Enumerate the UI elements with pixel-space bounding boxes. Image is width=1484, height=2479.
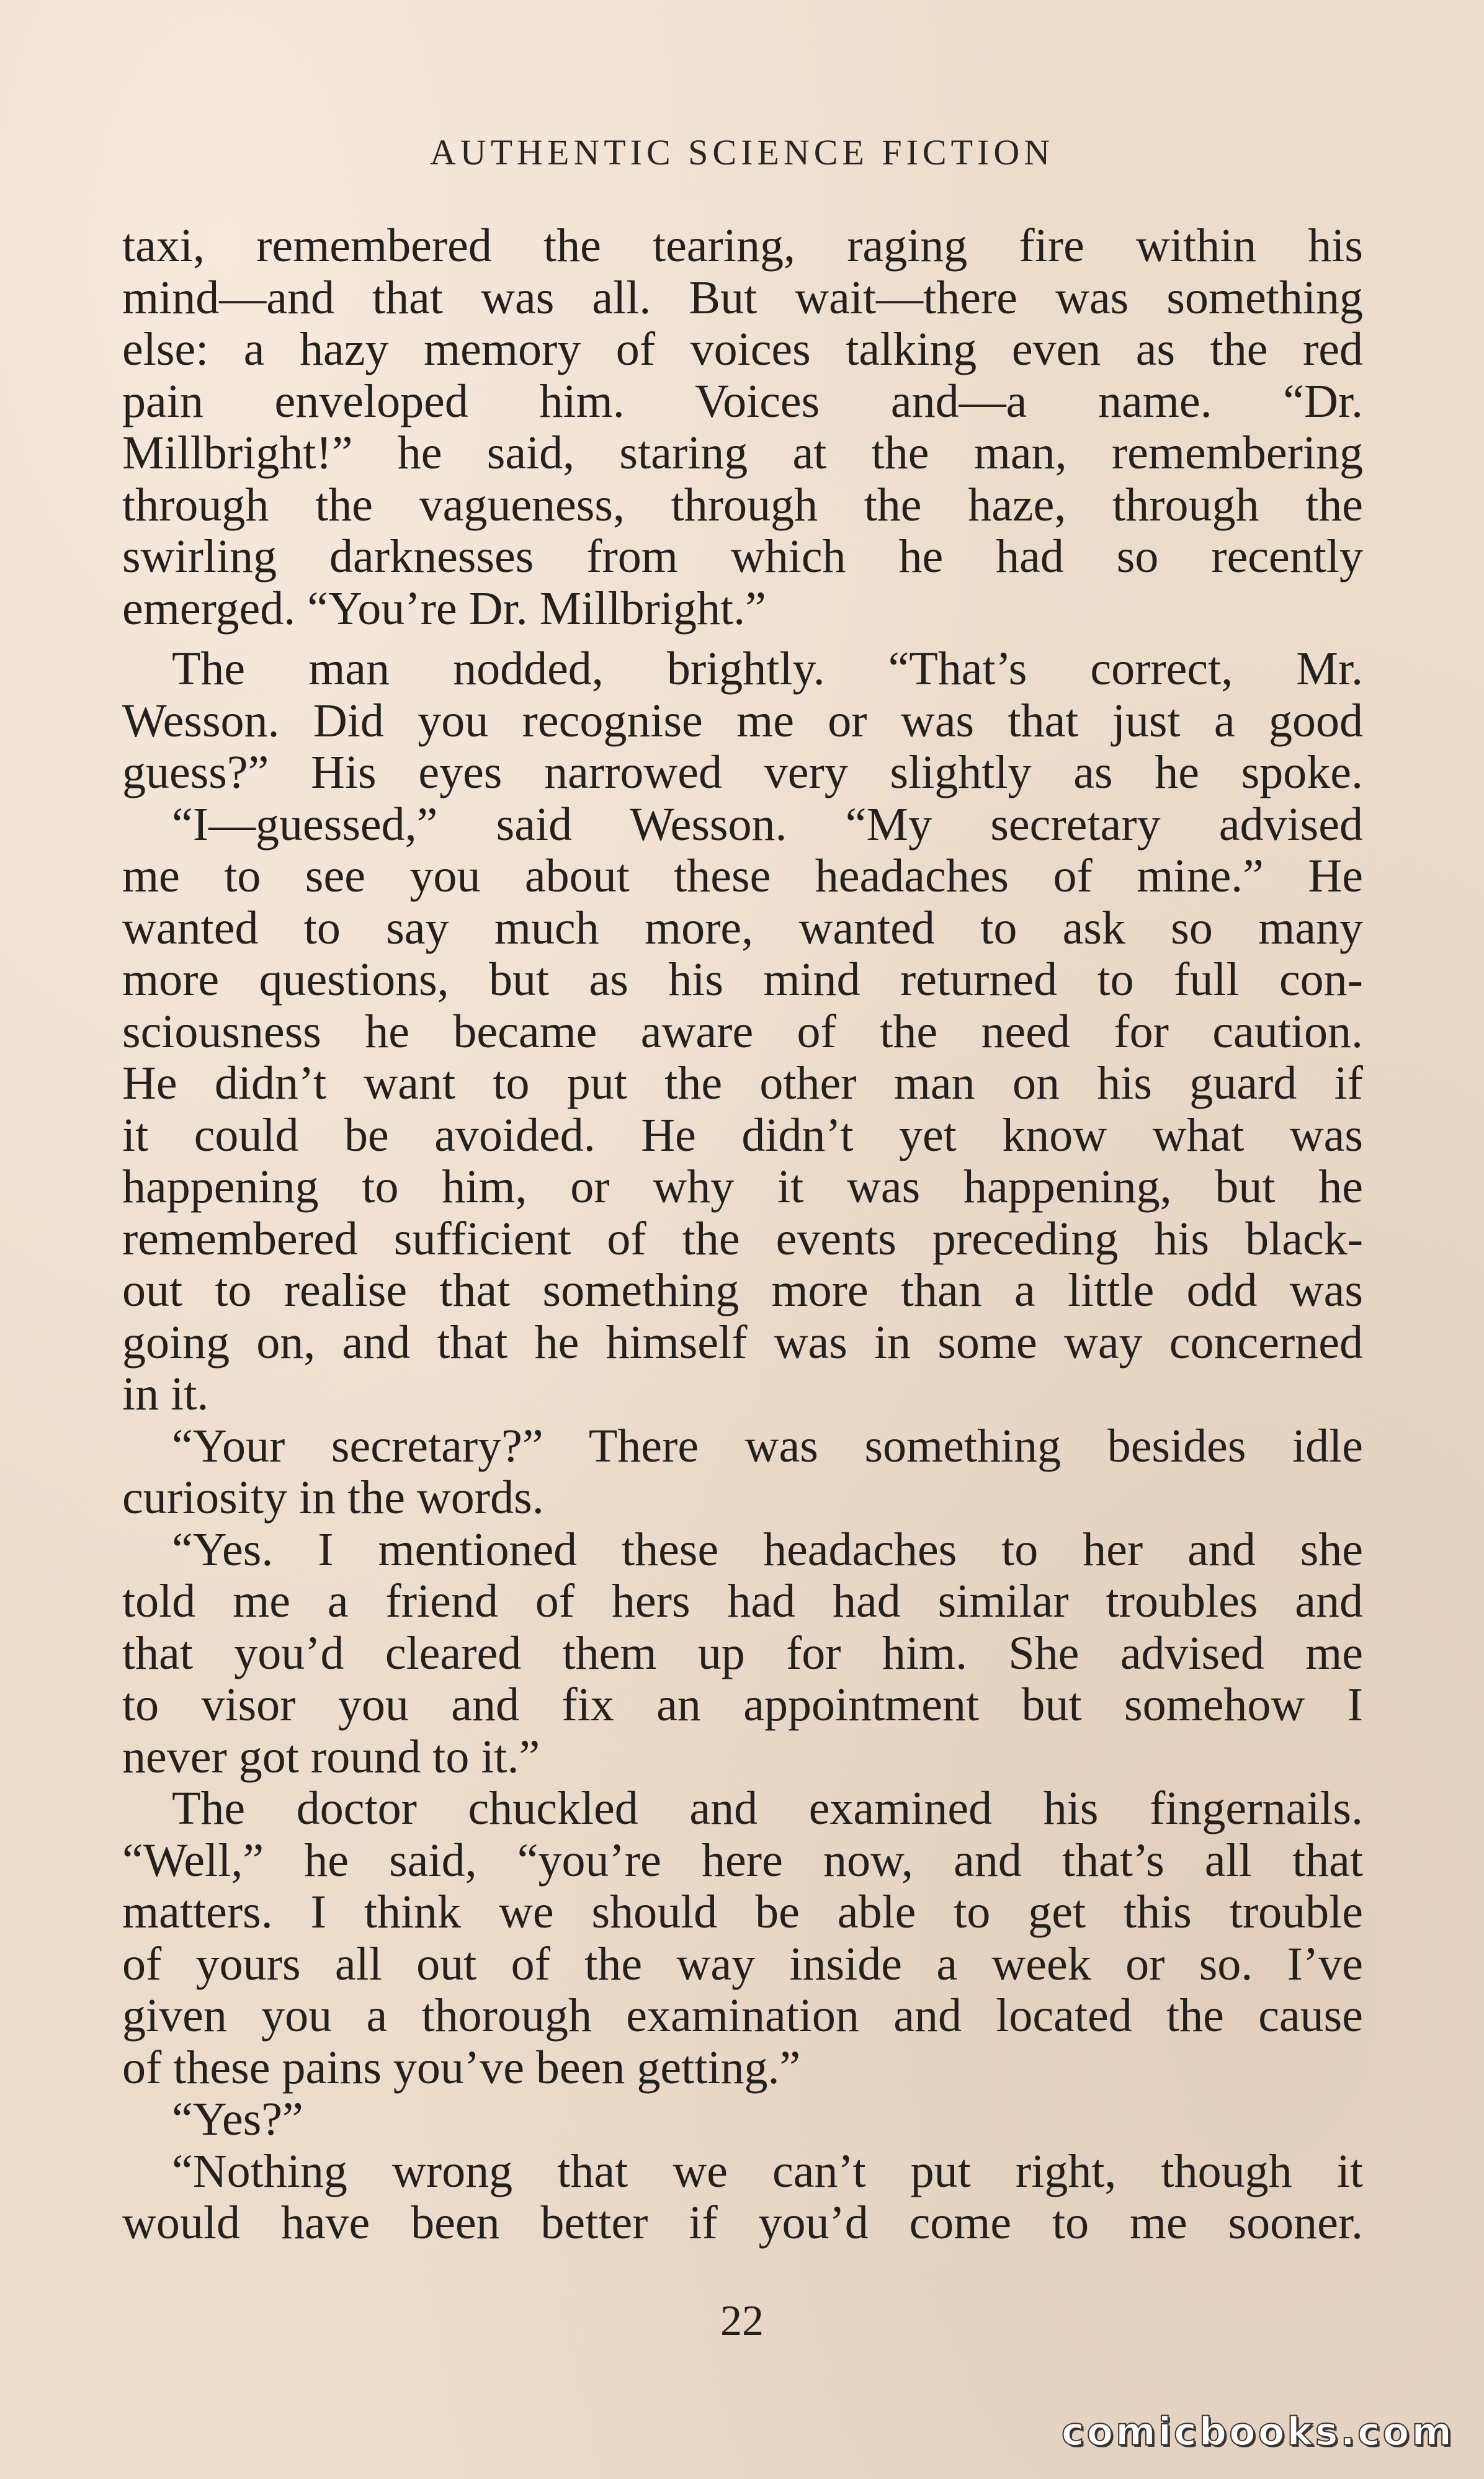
text-line: “Yes?” (172, 2093, 303, 2145)
text-line: me to see you about these headaches of mine.” He (122, 850, 1363, 902)
text-line: more questions, but as his mind returned to full con- (122, 954, 1363, 1006)
text-line: taxi, remembered the tearing, raging fire within his (122, 220, 1363, 272)
body-text (122, 220, 1363, 2249)
text-line: The doctor chuckled and examined his fingernails. (172, 1782, 1363, 1834)
text-line: “Your secretary?” There was something besides idle (172, 1419, 1363, 1472)
text-line: pain enveloped him. Voices and—a name. “Dr. (122, 375, 1363, 427)
text-line: would have been better if you’d come to me sooner. (122, 2197, 1363, 2249)
text-line: that you’d cleared them up for him. She advised me (122, 1627, 1363, 1679)
text-line: out to realise that something more than a little odd was (122, 1264, 1363, 1316)
text-line: remembered sufficient of the events preceding his black- (122, 1212, 1363, 1265)
running-head: AUTHENTIC SCIENCE FICTION (429, 132, 1055, 172)
text-line: matters. I think we should be able to get this trouble (122, 1886, 1363, 1938)
text-line: Wesson. Did you recognise me or was that just a good (122, 694, 1363, 747)
text-line: going on, and that he himself was in some way concerned (122, 1316, 1363, 1369)
text-line: told me a friend of hers had had similar troubles and (122, 1575, 1363, 1627)
page-number: 22 (720, 2297, 764, 2345)
site-watermark: comicbooks.com (1061, 2409, 1454, 2454)
text-line: “I—guessed,” said Wesson. “My secretary advised (172, 798, 1363, 851)
text-line: Millbright!” he said, staring at the man, remembering (122, 427, 1363, 479)
text-line: curiosity in the words. (122, 1472, 544, 1524)
text-line: wanted to say much more, wanted to ask so many (122, 901, 1363, 954)
text-line: of yours all out of the way inside a week or so. I’ve (122, 1937, 1363, 1990)
text-line: “Yes. I mentioned these headaches to her and she (172, 1523, 1363, 1576)
text-line: else: a hazy memory of voices talking even as the red (122, 323, 1363, 375)
text-line: guess?” His eyes narrowed very slightly as he spoke. (122, 746, 1363, 798)
text-line: happening to him, or why it was happening, but he (122, 1161, 1363, 1213)
text-line: it could be avoided. He didn’t yet know what was (122, 1109, 1363, 1161)
text-line: never got round to it.” (122, 1730, 540, 1783)
text-line: The man nodded, brightly. “That’s correct, Mr. (172, 643, 1363, 695)
text-line: swirling darknesses from which he had so recently (122, 530, 1363, 583)
text-line: mind—and that was all. But wait—there was something (122, 271, 1363, 324)
text-line: through the vagueness, through the haze, through the (122, 478, 1363, 531)
text-line: sciousness he became aware of the need for caution. (122, 1005, 1363, 1058)
text-line: given you a thorough examination and located the cause (122, 1990, 1363, 2042)
text-line: to visor you and fix an appointment but somehow I (122, 1679, 1363, 1731)
text-line: “Well,” he said, “you’re here now, and that’s all that (122, 1834, 1363, 1887)
text-line: “Nothing wrong that we can’t put right, though it (172, 2145, 1363, 2197)
text-line: He didn’t want to put the other man on his guard if (122, 1057, 1363, 1109)
text-line: of these pains you’ve been getting.” (122, 2041, 801, 2094)
text-line: in it. (122, 1368, 209, 1420)
text-line: emerged. “You’re Dr. Millbright.” (122, 582, 766, 635)
